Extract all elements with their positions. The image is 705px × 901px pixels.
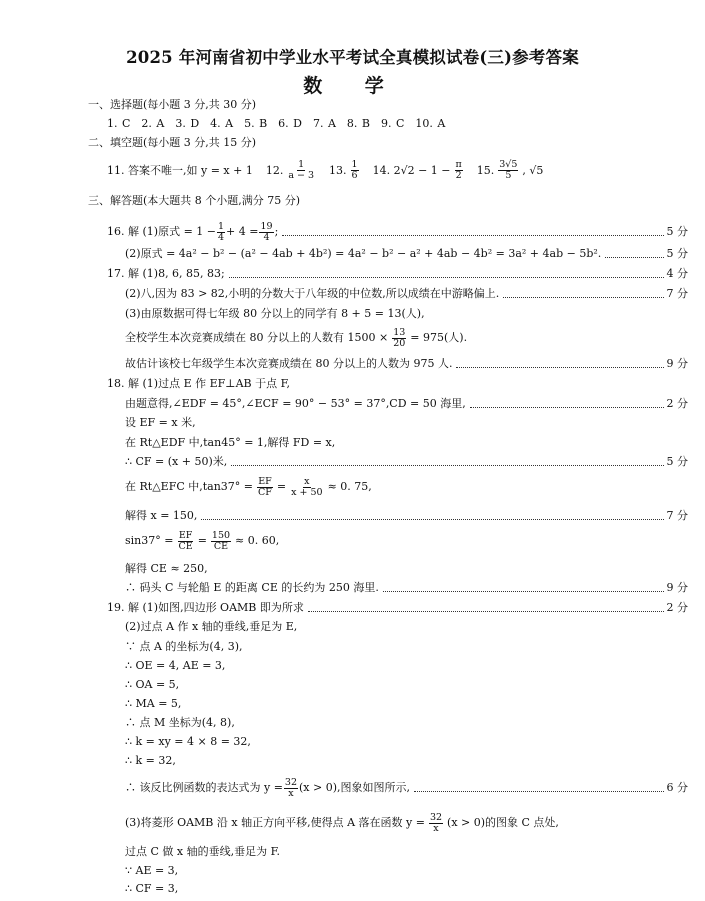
fill-answer-12-label: 12. xyxy=(265,163,284,177)
score-label: 2 分 xyxy=(666,397,688,410)
q18-fraction-x: $\frac{x}{x + 50}$ xyxy=(291,475,323,498)
q17-fraction: $\frac{13}{20}$ xyxy=(393,326,406,349)
score-label: 5 分 xyxy=(666,225,688,238)
score-label: 9 分 xyxy=(666,357,688,370)
leader-dots xyxy=(414,791,663,792)
q18-line-3: 设 EF = x 米, xyxy=(125,416,196,429)
q18-line-5: ∴ CF = (x + 50)米, 5 分 xyxy=(125,455,688,468)
q17-line-1: 17. 解 (1)8, 6, 85, 83; 4 分 xyxy=(107,267,688,280)
fill-answers xyxy=(107,160,543,181)
q19-line-2: (2)过点 A 作 x 轴的垂线,垂足为 E, xyxy=(125,620,298,633)
q17-line-3: (3)由原数据可得七年级 80 分以上的同学有 8 + 5 = 13(人), xyxy=(125,307,425,320)
score-label: 6 分 xyxy=(666,781,688,794)
leader-dots xyxy=(470,407,664,408)
q18-line-4: 在 Rt△EDF 中,tan45° = 1,解得 FD = x, xyxy=(125,436,336,449)
q18-fraction-ef-ce: $\frac{EF}{CE}$ xyxy=(178,529,193,552)
q18-line-1: 18. 解 (1)过点 E 作 EF⊥AB 于点 F, xyxy=(107,377,291,390)
q16-line-1: 16. 解 (1)原式 = 1 − $\frac{1}{4}$ + 4 = $\frac{19}{4}$ ; 5 分 xyxy=(107,220,688,243)
q18-fraction-150-ce: $\frac{150}{CE}$ xyxy=(211,529,231,552)
score-label: 4 分 xyxy=(666,267,688,280)
fill-answer-13-fraction: $\frac{1}{6}$ xyxy=(351,159,358,181)
choice-answers: 1. C 2. A 3. D 4. A 5. B 6. D 7. A 8. B 9. C 10. A xyxy=(107,117,446,130)
leader-dots xyxy=(605,257,663,258)
q17-line-5: 故估计该校七年级学生本次竞赛成绩在 80 分以上的人数为 975 人. 9 分 xyxy=(125,357,688,370)
score-label: 9 分 xyxy=(666,581,688,594)
q19-line-7: ∴ 点 M 坐标为(4, 8), xyxy=(125,716,235,729)
fill-answer-13-label: 13. xyxy=(329,163,347,177)
q16-line-2: (2)原式 = 4a² − b² − (a² − 4ab + 4b²) = 4a² − b² − a² + 4ab − 4b² = 3a² + 4ab − 5b². 5 分 xyxy=(125,247,688,260)
q16-fraction-2: $\frac{19}{4}$ xyxy=(260,220,273,243)
score-label: 7 分 xyxy=(666,287,688,300)
q19-line-4: ∴ OE = 4, AE = 3, xyxy=(125,659,226,672)
score-label: 5 分 xyxy=(666,247,688,260)
score-label: 2 分 xyxy=(666,601,688,614)
fill-answer-15-fraction: $\frac{3√5}{5}$ xyxy=(499,159,518,181)
fill-answer-14-fraction: $\frac{\pi}{2}$ xyxy=(455,159,462,181)
q18-line-8: sin37° = $\frac{EF}{CE}$ = $\frac{150}{CE}$ ≈ 0. 60, xyxy=(125,529,280,552)
leader-dots xyxy=(282,235,663,236)
leader-dots xyxy=(201,519,663,520)
q18-line-6: 在 Rt△EFC 中,tan37° = $\frac{EF}{CF}$ = $\frac{x}{x + 50}$ ≈ 0. 75, xyxy=(125,475,372,498)
q19-line-10: ∴ 该反比例函数的表达式为 y = $\frac{32}{x}$ (x > 0),图象如图所示, 6 分 xyxy=(125,776,688,799)
q18-line-10: ∴ 码头 C 与轮船 E 的距离 CE 的长约为 250 海里. 9 分 xyxy=(125,581,688,594)
q19-line-12: 过点 C 做 x 轴的垂线,垂足为 F. xyxy=(125,845,281,858)
q19-line-9: ∴ k = 32, xyxy=(125,754,176,767)
q19-line-11: (3)将菱形 OAMB 沿 x 轴正方向平移,使得点 A 落在函数 y = $\frac{32}{x}$ (x > 0)的图象 C 点处, xyxy=(125,811,559,834)
page-title: 2025 年河南省初中学业水平考试全真模拟试卷(三)参考答案 xyxy=(126,48,579,67)
q19-line-1: 19. 解 (1)如图,四边形 OAMB 即为所求 2 分 xyxy=(107,601,688,614)
fill-answer-15-tail: , √5 xyxy=(522,163,544,177)
fill-answer-11: 11. 答案不唯一,如 y = x + 1 xyxy=(107,163,253,177)
leader-dots xyxy=(308,611,664,612)
leader-dots xyxy=(229,277,664,278)
q19-fraction-32-x-2: $\frac{32}{x}$ xyxy=(429,811,443,834)
fill-answer-12-fraction: $\frac{1}{a - 3}$ xyxy=(288,159,315,181)
leader-dots xyxy=(231,465,663,466)
q18-line-7: 解得 x = 150, 7 分 xyxy=(125,509,688,522)
q19-line-3: ∵ 点 A 的坐标为(4, 3), xyxy=(125,640,243,653)
fill-answer-14-label: 14. 2√2 − 1 − xyxy=(372,163,451,177)
section-heading-solution: 三、解答题(本大题共 8 个小题,满分 75 分) xyxy=(88,194,301,207)
q18-line-2: 由题意得,∠EDF = 45°,∠ECF = 90° − 53° = 37°,CD = 50 海里, 2 分 xyxy=(125,397,688,410)
q17-line-2: (2)八,因为 83 > 82,小明的分数大于八年级的中位数,所以成绩在中游略偏上. 7 分 xyxy=(125,287,688,300)
score-label: 7 分 xyxy=(666,509,688,522)
fill-answer-15-label: 15. xyxy=(476,163,495,177)
q19-line-6: ∴ MA = 5, xyxy=(125,697,182,710)
q18-line-9: 解得 CE ≈ 250, xyxy=(125,562,208,575)
leader-dots xyxy=(456,367,663,368)
q16-fraction-1: $\frac{1}{4}$ xyxy=(218,220,225,243)
section-heading-choice: 一、选择题(每小题 3 分,共 30 分) xyxy=(88,98,257,111)
leader-dots xyxy=(383,591,664,592)
q18-fraction-ef-cf: $\frac{EF}{CF}$ xyxy=(258,475,272,498)
section-heading-fill: 二、填空题(每小题 3 分,共 15 分) xyxy=(88,136,257,149)
q17-line-4: 全校学生本次竞赛成绩在 80 分以上的人数有 1500 × $\frac{13}{20}$ = 975(人). xyxy=(125,326,468,349)
q19-line-5: ∴ OA = 5, xyxy=(125,678,180,691)
q19-line-8: ∴ k = xy = 4 × 8 = 32, xyxy=(125,735,251,748)
leader-dots xyxy=(503,297,663,298)
q19-fraction-32-x: $\frac{32}{x}$ xyxy=(284,776,298,799)
subject-heading: 数 学 xyxy=(303,75,402,97)
score-label: 5 分 xyxy=(666,455,688,468)
q19-line-14: ∴ CF = 3, xyxy=(125,882,179,895)
q19-line-13: ∵ AE = 3, xyxy=(125,864,179,877)
